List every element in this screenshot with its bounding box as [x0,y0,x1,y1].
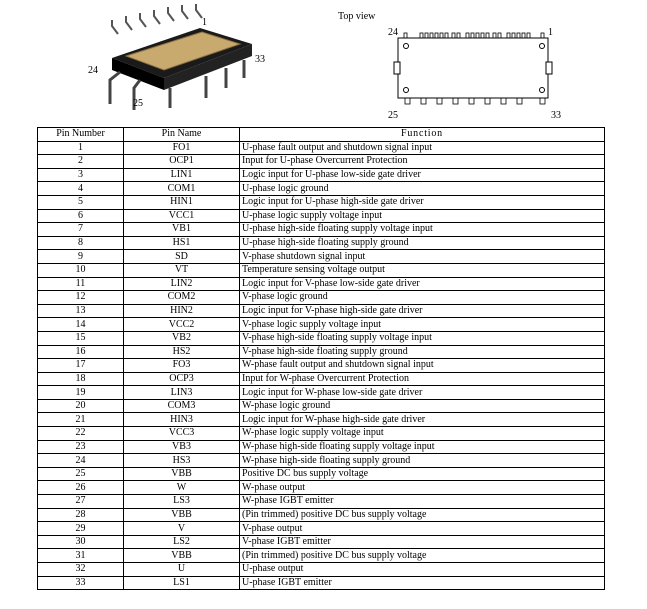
pin-number-cell: 29 [38,522,124,536]
pin-name-cell: LIN3 [124,386,240,400]
table-row [38,263,605,277]
table-row [38,481,605,495]
pin-function-cell: Input for W-phase Overcurrent Protection [240,372,605,386]
table-row [38,155,605,169]
pin-number-cell: 23 [38,440,124,454]
table-row [38,359,605,373]
pin-number-cell: 3 [38,168,124,182]
pin-number-cell: 25 [38,467,124,481]
table-row [38,141,605,155]
pin-function-cell: V-phase logic supply voltage input [240,318,605,332]
pin-function-cell: U-phase high-side floating supply ground [240,236,605,250]
table-row [38,386,605,400]
pin-number-cell: 7 [38,223,124,237]
table-row [38,250,605,264]
pin-number-cell: 13 [38,304,124,318]
pin-function-cell: Logic input for U-phase high-side gate driver [240,195,605,209]
pin-name-cell: VB2 [124,331,240,345]
pin-number-cell: 15 [38,331,124,345]
table-row [38,223,605,237]
top-view-signal-pins [404,33,544,38]
pin-number-cell: 30 [38,535,124,549]
table-row [38,345,605,359]
pin-table-body [38,141,605,590]
pin-number-cell: 16 [38,345,124,359]
pin-name-cell: VBB [124,508,240,522]
pin-name-cell: LS2 [124,535,240,549]
pin-function-cell: (Pin trimmed) positive DC bus supply voltage [240,508,605,522]
pin-name-cell: OCP1 [124,155,240,169]
pin-number-cell: 24 [38,454,124,468]
pin-function-cell: V-phase output [240,522,605,536]
pin-function-cell: Logic input for W-phase high-side gate driver [240,413,605,427]
pin-function-cell: Logic input for W-phase low-side gate driver [240,386,605,400]
pin-function-cell: Positive DC bus supply voltage [240,467,605,481]
pin-name-cell: VCC2 [124,318,240,332]
table-row [38,535,605,549]
table-row [38,467,605,481]
table-row [38,304,605,318]
pin-name-cell: LS3 [124,495,240,509]
top-view-power-pins [405,98,545,104]
table-row [38,291,605,305]
pin-function-cell: Logic input for V-phase high-side gate driver [240,304,605,318]
table-row [38,413,605,427]
pin-function-cell: Temperature sensing voltage output [240,263,605,277]
pin-number-cell: 10 [38,263,124,277]
pin-number-cell: 19 [38,386,124,400]
pin-number-cell: 12 [38,291,124,305]
pin-number-cell: 33 [38,576,124,590]
pin-number-cell: 27 [38,495,124,509]
top-view-pin25-label: 25 [388,110,398,121]
table-header-row [38,128,605,142]
pin-name-cell: COM3 [124,399,240,413]
pin-name-cell: LIN2 [124,277,240,291]
pin-number-cell: 21 [38,413,124,427]
pin-name-cell: SD [124,250,240,264]
pin-number-cell: 18 [38,372,124,386]
table-row [38,399,605,413]
pin-function-cell: W-phase logic ground [240,399,605,413]
table-row [38,331,605,345]
pin-number-cell: 9 [38,250,124,264]
pin-number-cell: 6 [38,209,124,223]
table-row [38,549,605,563]
pin-function-cell: W-phase high-side floating supply ground [240,454,605,468]
pin-function-cell: W-phase logic supply voltage input [240,427,605,441]
pin-number-cell: 28 [38,508,124,522]
pin-name-cell: HIN2 [124,304,240,318]
pkg-pin24-label: 24 [88,65,98,76]
pin-name-cell: COM1 [124,182,240,196]
header-function: Function [240,128,605,142]
package-3d-image [110,4,252,110]
pin-function-cell: (Pin trimmed) positive DC bus supply voltage [240,549,605,563]
pin-name-cell: LS1 [124,576,240,590]
table-row [38,427,605,441]
pin-name-cell: LIN1 [124,168,240,182]
pin-name-cell: W [124,481,240,495]
pin-name-cell: VT [124,263,240,277]
pin-function-cell: U-phase high-side floating supply voltage input [240,223,605,237]
pin-name-cell: OCP3 [124,372,240,386]
pin-number-cell: 2 [38,155,124,169]
pin-function-cell: W-phase fault output and shutdown signal input [240,359,605,373]
table-row [38,318,605,332]
package-figure [0,0,647,124]
pin-name-cell: VCC3 [124,427,240,441]
header-pin-number: Pin Number [38,128,124,142]
pin-name-cell: HIN3 [124,413,240,427]
table-row [38,508,605,522]
pin-function-cell: V-phase high-side floating supply voltage input [240,331,605,345]
table-row [38,563,605,577]
table-row [38,277,605,291]
pin-function-cell: V-phase IGBT emitter [240,535,605,549]
pin-number-cell: 31 [38,549,124,563]
pin-function-cell: Input for U-phase Overcurrent Protection [240,155,605,169]
pin-function-cell: W-phase IGBT emitter [240,495,605,509]
pkg-pin33-label: 33 [255,54,265,65]
pkg-pin25-label: 25 [133,98,143,109]
pin-name-cell: HS2 [124,345,240,359]
table-row [38,236,605,250]
pin-number-cell: 20 [38,399,124,413]
table-row [38,182,605,196]
pin-table [37,127,605,590]
pin-function-cell: V-phase high-side floating supply ground [240,345,605,359]
pin-number-cell: 11 [38,277,124,291]
pin-name-cell: VBB [124,549,240,563]
pin-name-cell: VB1 [124,223,240,237]
pin-number-cell: 26 [38,481,124,495]
pin-name-cell: VBB [124,467,240,481]
pin-number-cell: 4 [38,182,124,196]
pin-name-cell: VB3 [124,440,240,454]
pin-function-cell: W-phase output [240,481,605,495]
pin-name-cell: VCC1 [124,209,240,223]
table-row [38,576,605,590]
table-row [38,195,605,209]
top-view-title: Top view [338,11,376,22]
header-pin-name: Pin Name [124,128,240,142]
pin-name-cell: HIN1 [124,195,240,209]
pin-function-cell: U-phase logic supply voltage input [240,209,605,223]
pin-function-cell: U-phase logic ground [240,182,605,196]
table-row [38,440,605,454]
pin-name-cell: FO1 [124,141,240,155]
table-row [38,372,605,386]
pin-name-cell: U [124,563,240,577]
pin-name-cell: V [124,522,240,536]
pin-function-cell: V-phase logic ground [240,291,605,305]
pin-name-cell: HS1 [124,236,240,250]
top-view-pin33-label: 33 [551,110,561,121]
table-row [38,168,605,182]
pin-function-cell: W-phase high-side floating supply voltage input [240,440,605,454]
pin-name-cell: FO3 [124,359,240,373]
top-view-pin1-label: 1 [548,27,553,38]
pin-number-cell: 17 [38,359,124,373]
pin-function-cell: U-phase fault output and shutdown signal input [240,141,605,155]
table-row [38,522,605,536]
pin-function-cell: V-phase shutdown signal input [240,250,605,264]
pin-number-cell: 8 [38,236,124,250]
pin-number-cell: 22 [38,427,124,441]
table-row [38,495,605,509]
pkg-pin1-label: 1 [202,17,207,28]
table-row [38,454,605,468]
pin-number-cell: 5 [38,195,124,209]
pin-name-cell: COM2 [124,291,240,305]
table-row [38,209,605,223]
pin-function-cell: U-phase output [240,563,605,577]
top-view-pin24-label: 24 [388,27,398,38]
pin-number-cell: 32 [38,563,124,577]
pin-number-cell: 14 [38,318,124,332]
top-view-outline [394,38,552,98]
pin-function-cell: Logic input for V-phase low-side gate driver [240,277,605,291]
pin-number-cell: 1 [38,141,124,155]
pin-function-cell: Logic input for U-phase low-side gate driver [240,168,605,182]
pin-function-cell: U-phase IGBT emitter [240,576,605,590]
pin-name-cell: HS3 [124,454,240,468]
